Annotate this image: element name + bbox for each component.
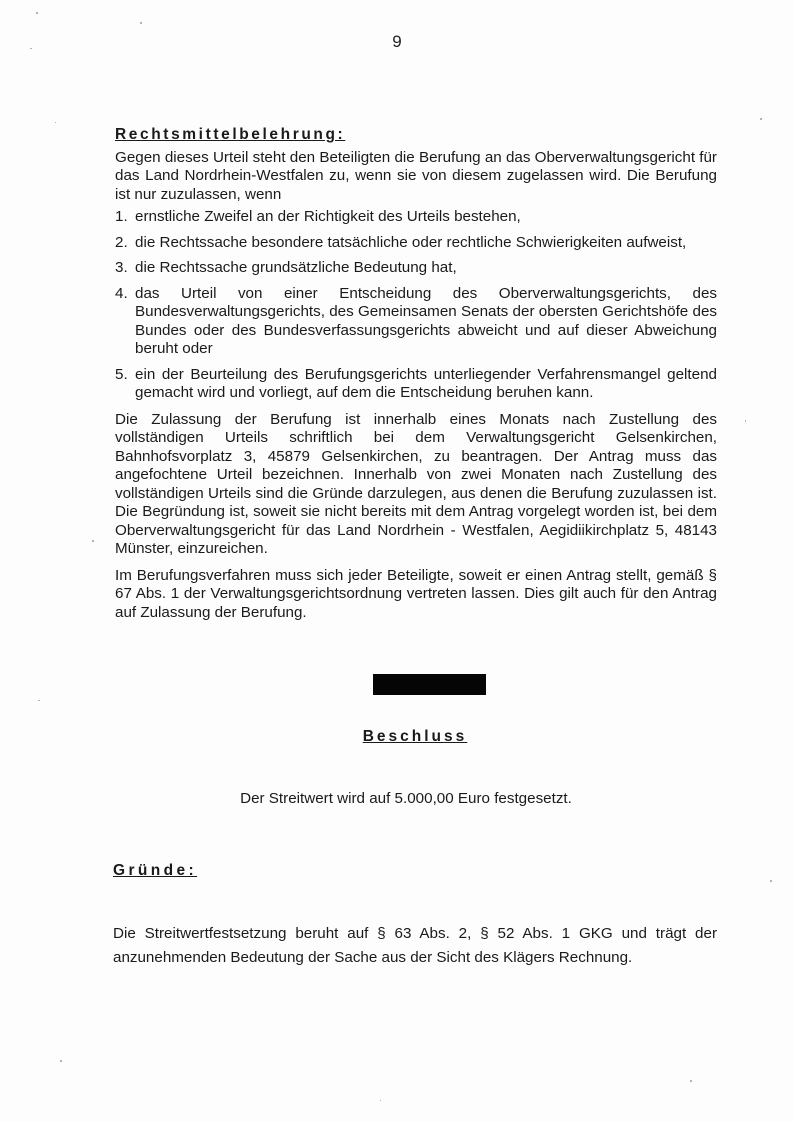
decision-title-text: Beschluss <box>362 728 468 745</box>
list-item-text: ernstliche Zweifel an der Richtigkeit des Urteils bestehen, <box>135 208 521 225</box>
list-item-number: 1. <box>115 208 128 225</box>
page-number: 9 <box>392 32 402 51</box>
scan-speck <box>380 1100 381 1101</box>
scan-speck <box>60 1060 62 1062</box>
list-item-number: 3. <box>115 259 128 276</box>
appeal-instructions-heading: Rechtsmittelbelehrung: <box>115 126 346 143</box>
reasons-heading: Gründe: <box>113 862 198 879</box>
list-item <box>115 208 717 227</box>
list-item-text: ein der Beurteilung des Berufungsgerichts unterliegender Verfahrensmangel geltend gemacht wird und vorliegt, auf dem die Entscheidung beruhen kann. <box>135 365 717 401</box>
decision-title <box>0 728 794 746</box>
list-item-text: die Rechtssache grundsätzliche Bedeutung hat, <box>135 259 457 276</box>
scan-speck <box>760 118 762 120</box>
scan-speck <box>30 48 32 49</box>
list-item-number: 2. <box>115 233 128 251</box>
scan-speck <box>690 1080 692 1082</box>
scan-speck <box>140 22 142 24</box>
redaction-bar <box>373 674 486 695</box>
list-item-text: das Urteil von einer Entscheidung des Oberverwaltungsgerichts, des Bundesverwaltungsgerichts, des Gemeinsamen Senats der obersten Gerichtshöfe des Bundes oder des Bundesverfassungsgerichts abweicht und auf dieser Abweichung beruht oder <box>135 284 717 357</box>
list-item <box>115 366 717 403</box>
scan-speck <box>770 880 772 882</box>
reasons-paragraph: Die Streitwertfestsetzung beruht auf § 63 Abs. 2, § 52 Abs. 1 GKG und trägt der anzunehmenden Bedeutung der Sache aus der Sicht des Klägers Rechnung. <box>113 925 717 966</box>
list-item-text: die Rechtssache besondere tatsächliche oder rechtliche Schwierigkeiten aufweist, <box>135 233 687 251</box>
scan-speck <box>92 540 94 542</box>
list-item-number: 5. <box>115 365 128 383</box>
list-item <box>115 285 717 359</box>
list-item-number: 4. <box>115 284 128 302</box>
scan-speck <box>55 122 56 123</box>
list-item <box>115 234 717 253</box>
scan-speck <box>38 700 40 701</box>
admission-paragraph: Die Zulassung der Berufung ist innerhalb eines Monats nach Zustellung des vollständigen Urteils schriftlich bei dem Verwaltungsgericht Gelsenkirchen, Bahnhofsvorplatz 3, 45879 Gelsenkirchen, zu beantragen. Der Antrag muss das angefochtene Urteil bezeichnen. Innerhalb von zwei Monaten nach Zustellung des vollständigen Urteils sind die Gründe darzulegen, aus denen die Berufung zuzulassen ist. Die Begründung ist, soweit sie nicht bereits mit dem Antrag vorgelegt worden ist, bei dem Oberverwaltungsgericht für das Land Nordrhein - Westfalen, Aegidiikirchplatz 5, 48143 Münster, einzureichen. <box>115 410 717 557</box>
list-item <box>115 259 717 278</box>
appeal-conditions-list <box>115 208 717 403</box>
scan-speck <box>36 12 38 14</box>
appeal-instructions-section <box>115 126 717 630</box>
scan-speck <box>745 420 746 422</box>
representation-paragraph: Im Berufungsverfahren muss sich jeder Beteiligte, soweit er einen Antrag stellt, gemäß § 67 Abs. 1 der Verwaltungsgerichtsordnung vertreten lassen. Dies gilt auch für den Antrag auf Zulassung der Berufung. <box>115 566 717 621</box>
appeal-intro-paragraph: Gegen dieses Urteil steht den Beteiligten die Berufung an das Oberverwaltungsgericht für das Land Nordrhein-Westfalen zu, wenn sie von diesem zugelassen wird. Die Berufung ist nur zuzulassen, wenn <box>115 148 717 203</box>
decision-statement <box>0 790 794 807</box>
decision-statement-text: Der Streitwert wird auf 5.000,00 Euro festgesetzt. <box>240 790 572 807</box>
